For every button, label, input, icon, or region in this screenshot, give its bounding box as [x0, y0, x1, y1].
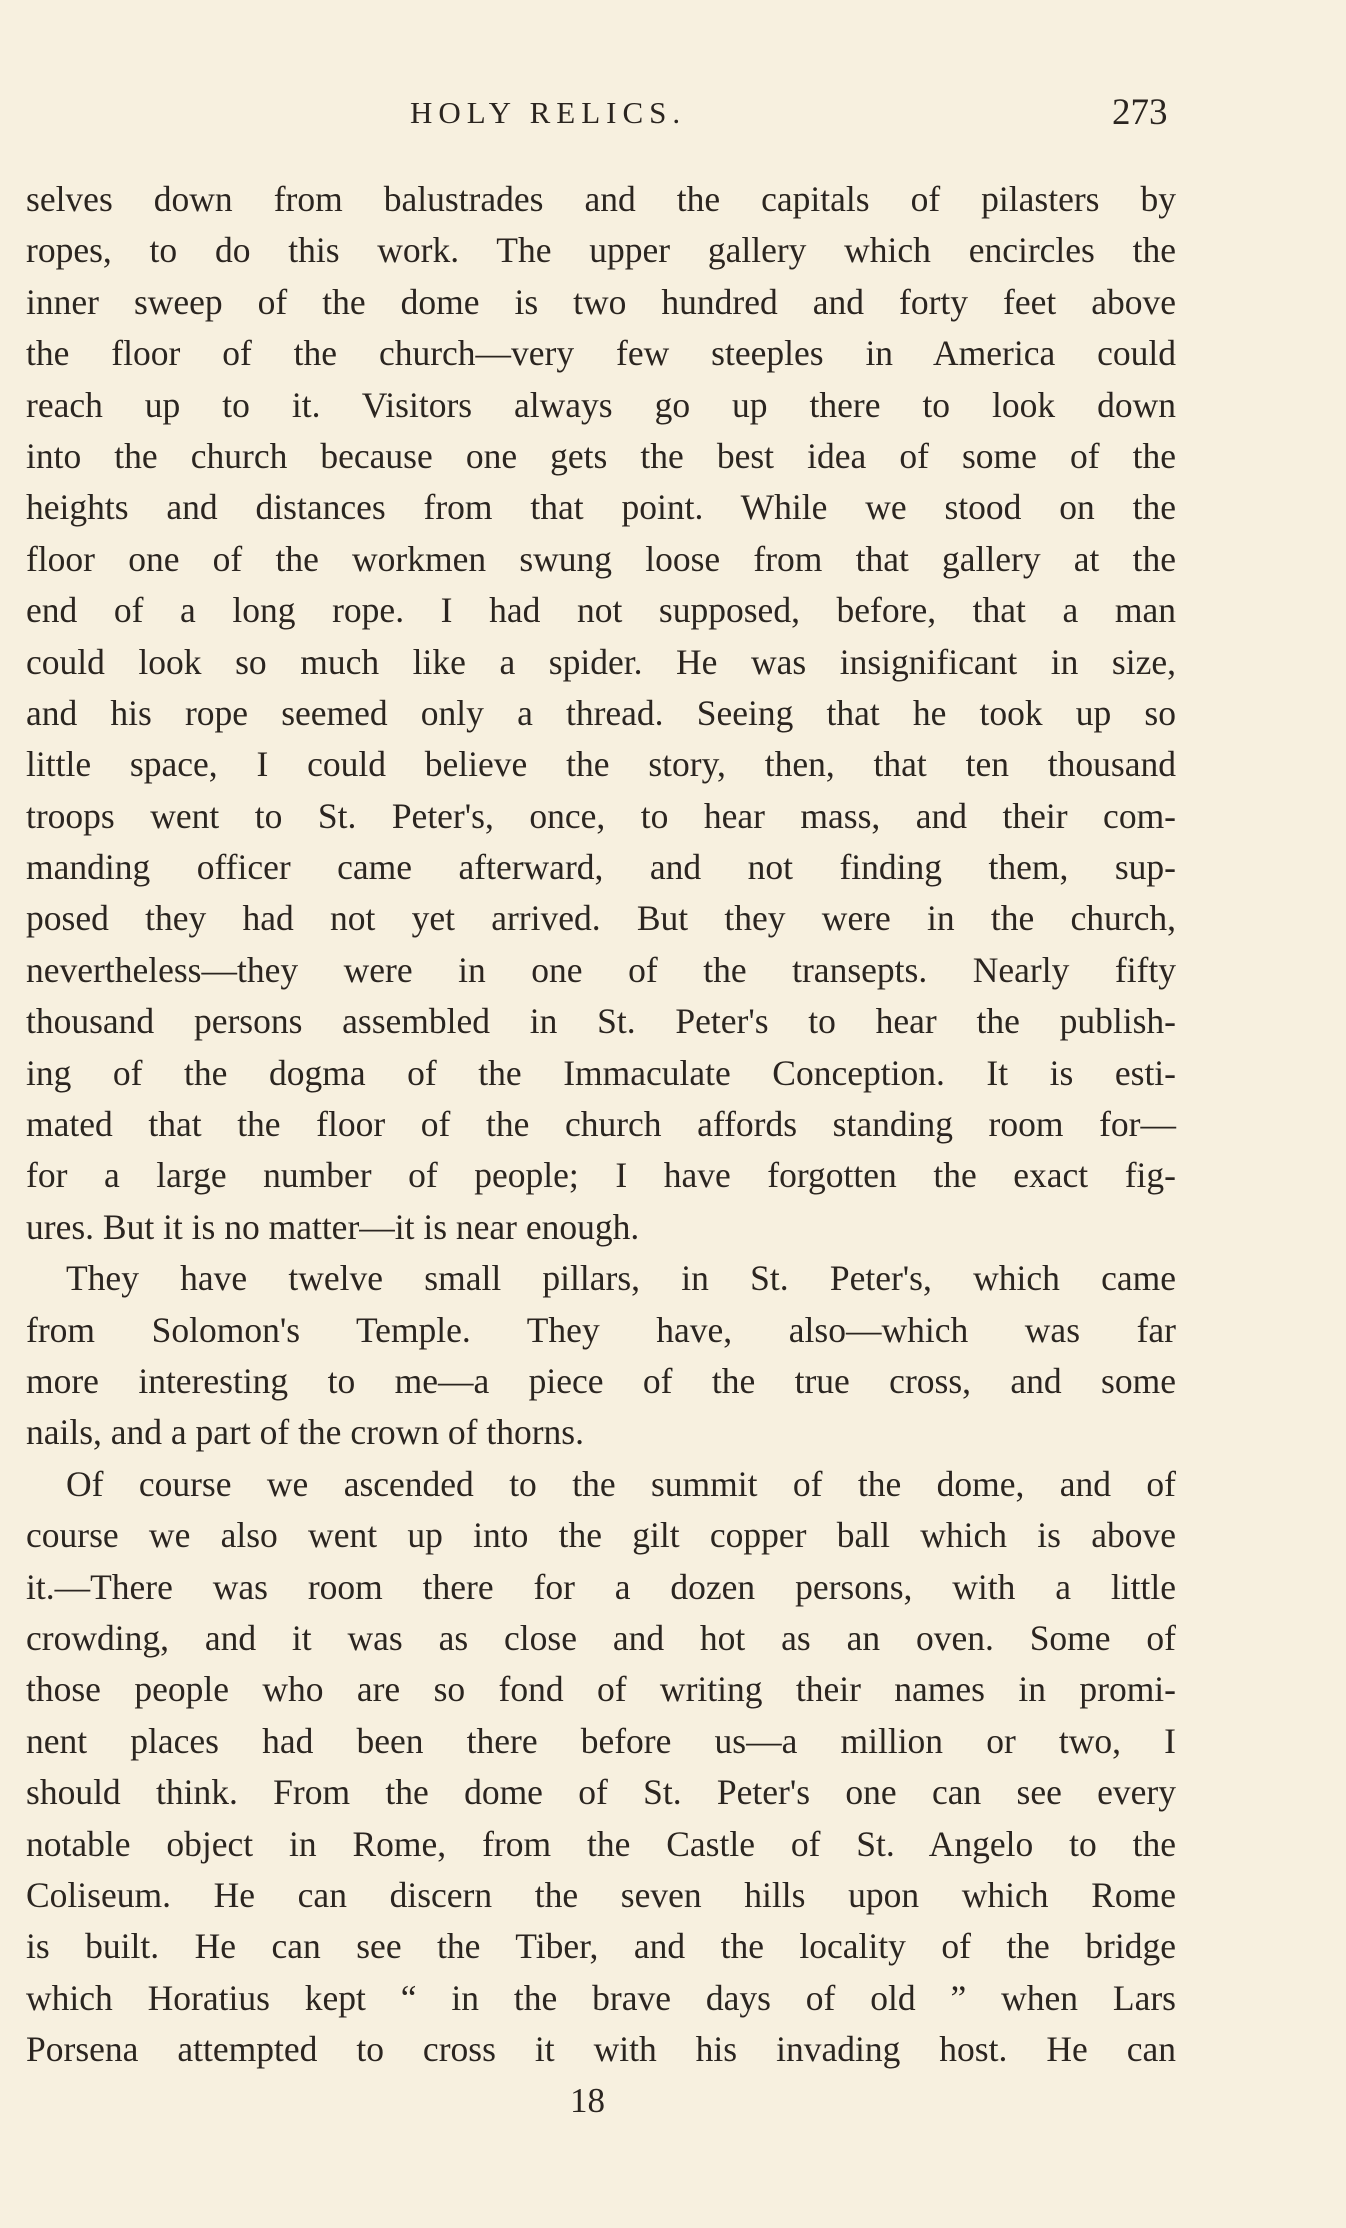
text-line: which Horatius kept “ in the brave days of old ” when Lars: [26, 1977, 1176, 2018]
text-line: ing of the dogma of the Immaculate Conception. It is esti-: [26, 1052, 1176, 1093]
page-number: 273: [1112, 92, 1168, 133]
text-line: nails, and a part of the crown of thorns.: [26, 1412, 584, 1453]
text-line: into the church because one gets the best idea of some of the: [26, 435, 1176, 476]
text-line: more interesting to me—a piece of the true cross, and some: [26, 1360, 1176, 1401]
text-line: course we also went up into the gilt copper ball which is above: [26, 1515, 1176, 1556]
signature-mark: 18: [570, 2081, 605, 2120]
page-footer: [0, 2076, 1346, 2126]
text-line: They have twelve small pillars, in St. Peter's, which came: [66, 1258, 1176, 1299]
text-line: little space, I could believe the story, then, that ten thousand: [26, 744, 1176, 785]
text-line: reach up to it. Visitors always go up there to look down: [26, 384, 1176, 425]
text-line: Porsena attempted to cross it with his invading host. He can: [26, 2029, 1176, 2070]
text-line: heights and distances from that point. While we stood on the: [26, 487, 1176, 528]
text-line: Coliseum. He can discern the seven hills upon which Rome: [26, 1874, 1176, 1915]
text-line: troops went to St. Peter's, once, to hear mass, and their com-: [26, 795, 1176, 836]
text-line: nent places had been there before us—a million or two, I: [26, 1720, 1176, 1761]
text-line: for a large number of people; I have forgotten the exact fig-: [26, 1155, 1176, 1196]
text-line: it.—There was room there for a dozen persons, with a little: [26, 1566, 1176, 1607]
text-line: should think. From the dome of St. Peter's one can see every: [26, 1772, 1176, 1813]
text-line: the floor of the church—very few steeples in America could: [26, 333, 1176, 374]
text-line: manding officer came afterward, and not finding them, sup-: [26, 847, 1176, 888]
text-line: selves down from balustrades and the capitals of pilasters by: [26, 179, 1176, 219]
text-line: ures. But it is no matter—it is near enough.: [26, 1206, 640, 1247]
body-text: [26, 174, 1176, 2075]
text-line: nevertheless—they were in one of the transepts. Nearly fifty: [26, 949, 1176, 990]
text-line: inner sweep of the dome is two hundred and forty feet above: [26, 281, 1176, 322]
text-line: ropes, to do this work. The upper gallery which encircles the: [26, 230, 1176, 271]
text-line: and his rope seemed only a thread. Seeing that he took up so: [26, 692, 1176, 733]
text-line: posed they had not yet arrived. But they were in the church,: [26, 898, 1176, 939]
text-line: thousand persons assembled in St. Peter's to hear the publish-: [26, 1001, 1176, 1042]
text-line: notable object in Rome, from the Castle of St. Angelo to the: [26, 1823, 1176, 1864]
page-header: [0, 88, 1346, 138]
text-line: floor one of the workmen swung loose from that gallery at the: [26, 538, 1176, 579]
text-line: crowding, and it was as close and hot as an oven. Some of: [26, 1617, 1176, 1658]
text-line: could look so much like a spider. He was insignificant in size,: [26, 641, 1176, 682]
text-line: mated that the floor of the church affords standing room for—: [26, 1104, 1176, 1145]
running-title: HOLY RELICS.: [410, 95, 687, 130]
text-line: is built. He can see the Tiber, and the locality of the bridge: [26, 1926, 1176, 1967]
text-line: end of a long rope. I had not supposed, before, that a man: [26, 590, 1176, 631]
text-line: those people who are so fond of writing their names in promi-: [26, 1669, 1176, 1710]
text-line: from Solomon's Temple. They have, also—which was far: [26, 1309, 1176, 1350]
text-line: Of course we ascended to the summit of the dome, and of: [66, 1463, 1176, 1504]
